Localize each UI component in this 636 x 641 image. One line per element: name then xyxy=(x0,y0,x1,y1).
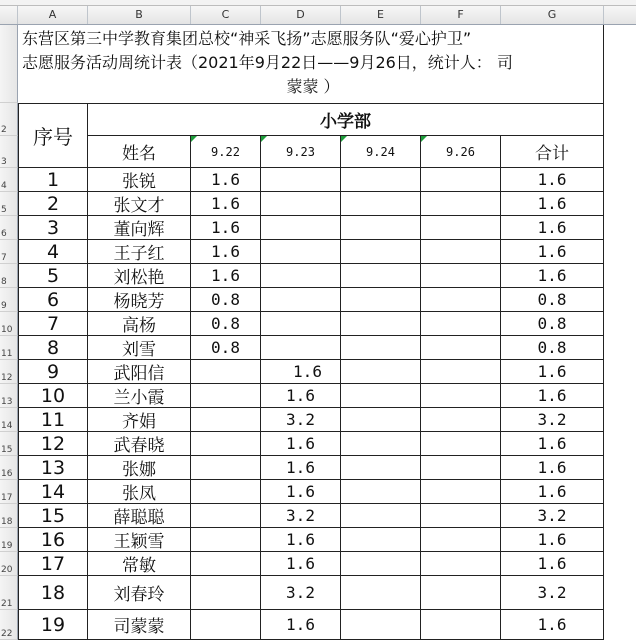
name-cell[interactable]: 刘春玲 xyxy=(88,576,191,610)
value-923-cell[interactable] xyxy=(261,216,341,240)
value-926-cell[interactable] xyxy=(421,312,501,336)
value-924-cell[interactable] xyxy=(341,384,421,408)
select-all-corner[interactable] xyxy=(0,6,18,24)
row-number: 2 xyxy=(1,125,7,135)
seq-cell[interactable]: 13 xyxy=(18,456,88,480)
seq-cell[interactable]: 6 xyxy=(18,288,88,312)
value-926-cell[interactable] xyxy=(421,360,501,384)
row-header[interactable] xyxy=(0,168,18,192)
date-header-924[interactable]: 9.24 xyxy=(341,136,421,168)
value-922-cell[interactable]: 1.6 xyxy=(191,264,261,288)
value-922-cell[interactable] xyxy=(191,504,261,528)
value-923-cell[interactable] xyxy=(261,264,341,288)
row-number: 9 xyxy=(1,301,7,311)
name-cell[interactable]: 王颖雪 xyxy=(88,528,191,552)
total-cell[interactable]: 3.2 xyxy=(501,504,604,528)
value-923-cell[interactable]: 3.2 xyxy=(261,576,341,610)
total-cell[interactable]: 1.6 xyxy=(501,528,604,552)
seq-cell[interactable]: 18 xyxy=(18,576,88,610)
value-924-cell[interactable] xyxy=(341,552,421,576)
value-923-cell[interactable]: 1.6 xyxy=(261,360,341,384)
value-923-cell[interactable] xyxy=(261,192,341,216)
value-924-cell[interactable] xyxy=(341,168,421,192)
name-cell[interactable]: 常敏 xyxy=(88,552,191,576)
value-922-cell[interactable] xyxy=(191,610,261,640)
total-cell[interactable]: 1.6 xyxy=(501,264,604,288)
total-cell[interactable]: 3.2 xyxy=(501,408,604,432)
total-cell[interactable]: 1.6 xyxy=(501,456,604,480)
value-922-cell[interactable] xyxy=(191,576,261,610)
value-923-cell[interactable]: 1.6 xyxy=(261,480,341,504)
row-header[interactable] xyxy=(0,432,18,456)
value-922-cell[interactable]: 0.8 xyxy=(191,288,261,312)
row-number: 14 xyxy=(1,421,13,431)
row-header[interactable] xyxy=(0,610,18,640)
value-924-cell[interactable] xyxy=(341,504,421,528)
seq-cell[interactable]: 2 xyxy=(18,192,88,216)
name-cell[interactable]: 武阳信 xyxy=(88,360,191,384)
name-cell[interactable]: 杨晓芳 xyxy=(88,288,191,312)
row-header[interactable] xyxy=(0,456,18,480)
sheet-title[interactable] xyxy=(18,25,604,103)
name-header[interactable]: 姓名 xyxy=(88,136,191,168)
value-922-cell[interactable] xyxy=(191,384,261,408)
seq-cell[interactable]: 16 xyxy=(18,528,88,552)
total-cell[interactable]: 0.8 xyxy=(501,288,604,312)
value-926-cell[interactable] xyxy=(421,216,501,240)
value-926-cell[interactable] xyxy=(421,240,501,264)
column-header-f[interactable]: F xyxy=(421,6,501,24)
value-924-cell[interactable] xyxy=(341,610,421,640)
row-number: 12 xyxy=(1,373,13,383)
value-926-cell[interactable] xyxy=(421,192,501,216)
value-923-cell[interactable]: 1.6 xyxy=(261,552,341,576)
row-number: 10 xyxy=(1,325,13,335)
row-number: 7 xyxy=(1,253,7,263)
row-header[interactable] xyxy=(0,480,18,504)
value-924-cell[interactable] xyxy=(341,288,421,312)
row-number: 19 xyxy=(1,541,13,551)
row-header[interactable] xyxy=(0,192,18,216)
total-cell[interactable]: 1.6 xyxy=(501,610,604,640)
value-922-cell[interactable] xyxy=(191,408,261,432)
seq-cell[interactable]: 9 xyxy=(18,360,88,384)
total-cell[interactable]: 1.6 xyxy=(501,480,604,504)
value-924-cell[interactable] xyxy=(341,432,421,456)
column-header-a[interactable]: A xyxy=(18,6,88,24)
date-header-922[interactable]: 9.22 xyxy=(191,136,261,168)
seq-cell[interactable]: 15 xyxy=(18,504,88,528)
value-926-cell[interactable] xyxy=(421,528,501,552)
row-header[interactable] xyxy=(0,504,18,528)
row-number: 21 xyxy=(1,599,13,609)
value-923-cell[interactable] xyxy=(261,168,341,192)
total-header[interactable]: 合计 xyxy=(501,136,604,168)
value-924-cell[interactable] xyxy=(341,456,421,480)
value-926-cell[interactable] xyxy=(421,384,501,408)
seq-cell[interactable]: 3 xyxy=(18,216,88,240)
seq-cell[interactable]: 12 xyxy=(18,432,88,456)
total-cell[interactable]: 1.6 xyxy=(501,216,604,240)
value-924-cell[interactable] xyxy=(341,312,421,336)
total-cell[interactable]: 0.8 xyxy=(501,336,604,360)
row-header[interactable] xyxy=(0,552,18,576)
column-header-bar xyxy=(0,6,636,25)
row-header[interactable] xyxy=(0,103,18,136)
total-cell[interactable]: 1.6 xyxy=(501,384,604,408)
column-header-b[interactable]: B xyxy=(88,6,191,24)
value-926-cell[interactable] xyxy=(421,504,501,528)
column-header-c[interactable]: C xyxy=(191,6,261,24)
value-926-cell[interactable] xyxy=(421,610,501,640)
total-cell[interactable]: 0.8 xyxy=(501,312,604,336)
row-header[interactable] xyxy=(0,576,18,610)
value-923-cell[interactable]: 1.6 xyxy=(261,432,341,456)
value-922-cell[interactable] xyxy=(191,480,261,504)
value-922-cell[interactable]: 0.8 xyxy=(191,312,261,336)
value-926-cell[interactable] xyxy=(421,168,501,192)
column-header-e[interactable]: E xyxy=(341,6,421,24)
value-923-cell[interactable] xyxy=(261,312,341,336)
name-cell[interactable]: 张文才 xyxy=(88,192,191,216)
section-header[interactable]: 小学部 xyxy=(88,103,604,136)
row-number: 16 xyxy=(1,469,13,479)
seq-cell[interactable]: 4 xyxy=(18,240,88,264)
value-922-cell[interactable] xyxy=(191,552,261,576)
value-926-cell[interactable] xyxy=(421,480,501,504)
value-923-cell[interactable]: 1.6 xyxy=(261,456,341,480)
name-cell[interactable]: 董向辉 xyxy=(88,216,191,240)
value-924-cell[interactable] xyxy=(341,480,421,504)
value-926-cell[interactable] xyxy=(421,432,501,456)
row-header[interactable] xyxy=(0,240,18,264)
value-924-cell[interactable] xyxy=(341,240,421,264)
seq-cell[interactable]: 10 xyxy=(18,384,88,408)
row-number: 15 xyxy=(1,445,13,455)
value-922-cell[interactable]: 0.8 xyxy=(191,336,261,360)
row-number: 11 xyxy=(1,349,13,359)
row-header[interactable] xyxy=(0,312,18,336)
value-924-cell[interactable] xyxy=(341,336,421,360)
value-923-cell[interactable]: 1.6 xyxy=(261,610,341,640)
seq-cell[interactable]: 17 xyxy=(18,552,88,576)
total-cell[interactable]: 1.6 xyxy=(501,360,604,384)
name-cell[interactable]: 司蒙蒙 xyxy=(88,610,191,640)
value-922-cell[interactable]: 1.6 xyxy=(191,240,261,264)
name-cell[interactable]: 高杨 xyxy=(88,312,191,336)
name-cell[interactable]: 薛聪聪 xyxy=(88,504,191,528)
value-924-cell[interactable] xyxy=(341,216,421,240)
seq-cell[interactable]: 7 xyxy=(18,312,88,336)
row-number: 22 xyxy=(1,629,13,639)
value-924-cell[interactable] xyxy=(341,192,421,216)
total-cell[interactable]: 1.6 xyxy=(501,192,604,216)
value-922-cell[interactable] xyxy=(191,456,261,480)
row-header[interactable] xyxy=(0,288,18,312)
value-924-cell[interactable] xyxy=(341,264,421,288)
value-924-cell[interactable] xyxy=(341,576,421,610)
total-cell[interactable]: 1.6 xyxy=(501,240,604,264)
value-926-cell[interactable] xyxy=(421,456,501,480)
value-926-cell[interactable] xyxy=(421,408,501,432)
value-924-cell[interactable] xyxy=(341,360,421,384)
seq-header[interactable]: 序号 xyxy=(18,103,88,168)
seq-cell[interactable]: 1 xyxy=(18,168,88,192)
row-number: 6 xyxy=(1,229,7,239)
value-922-cell[interactable]: 1.6 xyxy=(191,216,261,240)
name-cell[interactable]: 兰小霞 xyxy=(88,384,191,408)
row-number: 20 xyxy=(1,565,13,575)
value-923-cell[interactable]: 1.6 xyxy=(261,528,341,552)
row-header[interactable] xyxy=(0,336,18,360)
column-header-g[interactable]: G xyxy=(501,6,604,24)
name-cell[interactable]: 张锐 xyxy=(88,168,191,192)
row-number: 3 xyxy=(1,157,7,167)
title-right-border xyxy=(603,25,604,103)
row-number: 18 xyxy=(1,517,13,527)
value-926-cell[interactable] xyxy=(421,336,501,360)
value-922-cell[interactable]: 1.6 xyxy=(191,192,261,216)
value-922-cell[interactable] xyxy=(191,432,261,456)
row-number: 8 xyxy=(1,277,7,287)
row-header[interactable] xyxy=(0,136,18,168)
column-header-d[interactable]: D xyxy=(261,6,341,24)
total-cell[interactable]: 1.6 xyxy=(501,168,604,192)
total-cell[interactable]: 1.6 xyxy=(501,552,604,576)
value-923-cell[interactable] xyxy=(261,240,341,264)
value-922-cell[interactable] xyxy=(191,360,261,384)
value-922-cell[interactable] xyxy=(191,528,261,552)
name-cell[interactable]: 张凤 xyxy=(88,480,191,504)
seq-cell[interactable]: 11 xyxy=(18,408,88,432)
seq-cell[interactable]: 8 xyxy=(18,336,88,360)
row-number: 17 xyxy=(1,493,13,503)
row-header[interactable] xyxy=(0,25,18,103)
value-926-cell[interactable] xyxy=(421,288,501,312)
row-number: 5 xyxy=(1,205,7,215)
row-number: 4 xyxy=(1,181,7,191)
value-926-cell[interactable] xyxy=(421,264,501,288)
title-line-1: 东营区第三中学教育集团总校“神采飞扬”志愿服务队“爱心护卫” xyxy=(22,29,472,48)
value-926-cell[interactable] xyxy=(421,576,501,610)
name-cell[interactable]: 王子红 xyxy=(88,240,191,264)
seq-cell[interactable]: 14 xyxy=(18,480,88,504)
row-header[interactable] xyxy=(0,408,18,432)
value-923-cell[interactable]: 1.6 xyxy=(261,384,341,408)
row-header[interactable] xyxy=(0,264,18,288)
value-926-cell[interactable] xyxy=(421,552,501,576)
name-cell[interactable]: 刘松艳 xyxy=(88,264,191,288)
value-922-cell[interactable]: 1.6 xyxy=(191,168,261,192)
total-cell[interactable]: 3.2 xyxy=(501,576,604,610)
name-cell[interactable]: 张娜 xyxy=(88,456,191,480)
value-923-cell[interactable] xyxy=(261,288,341,312)
total-cell[interactable]: 1.6 xyxy=(501,432,604,456)
row-number: 13 xyxy=(1,397,13,407)
name-cell[interactable]: 刘雪 xyxy=(88,336,191,360)
seq-cell[interactable]: 19 xyxy=(18,610,88,640)
value-923-cell[interactable]: 3.2 xyxy=(261,504,341,528)
row-header[interactable] xyxy=(0,528,18,552)
title-line-3: 蒙蒙 ） xyxy=(286,77,340,96)
value-923-cell[interactable] xyxy=(261,336,341,360)
title-line-2: 志愿服务活动周统计表（2021年9月22日——9月26日，统计人： 司 xyxy=(22,53,513,72)
row-header[interactable] xyxy=(0,216,18,240)
seq-cell[interactable]: 5 xyxy=(18,264,88,288)
value-924-cell[interactable] xyxy=(341,408,421,432)
name-cell[interactable]: 武春晓 xyxy=(88,432,191,456)
value-924-cell[interactable] xyxy=(341,528,421,552)
row-header[interactable] xyxy=(0,360,18,384)
row-header[interactable] xyxy=(0,384,18,408)
date-header-923[interactable]: 9.23 xyxy=(261,136,341,168)
name-cell[interactable]: 齐娟 xyxy=(88,408,191,432)
value-923-cell[interactable]: 3.2 xyxy=(261,408,341,432)
date-header-926[interactable]: 9.26 xyxy=(421,136,501,168)
